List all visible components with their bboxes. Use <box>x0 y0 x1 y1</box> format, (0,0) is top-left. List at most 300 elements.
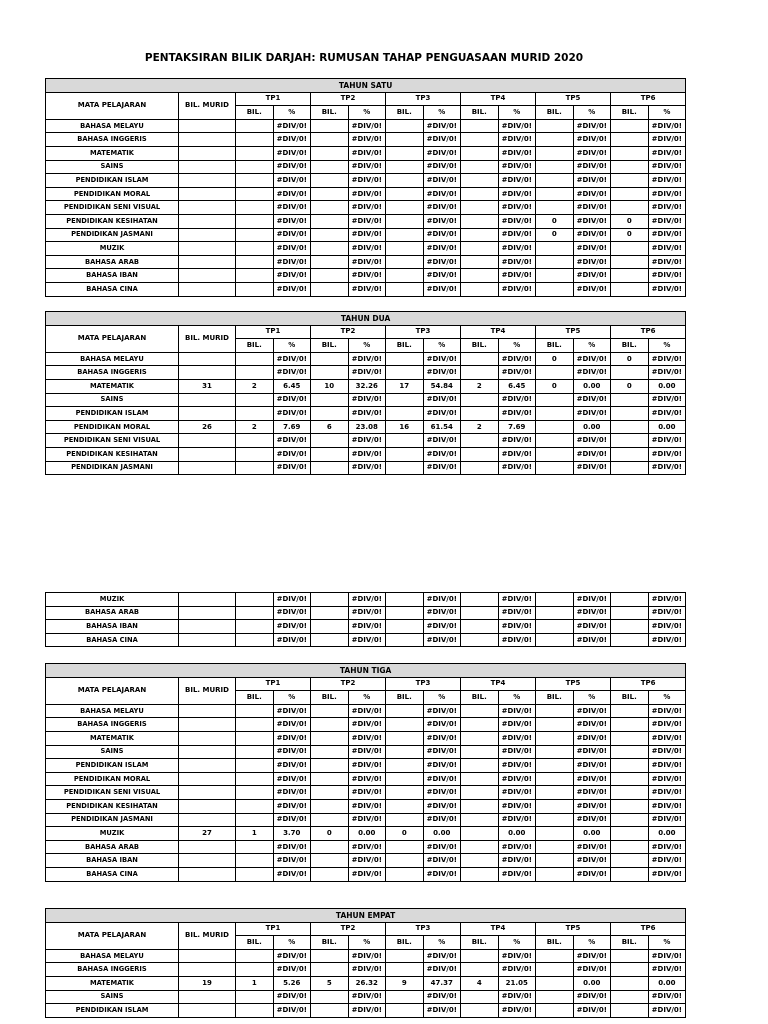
percent-cell: #DIV/0! <box>498 228 536 242</box>
bil-cell <box>311 214 349 228</box>
percent-cell: #DIV/0! <box>273 718 311 732</box>
percent-cell: #DIV/0! <box>498 269 536 283</box>
bil-cell <box>536 420 574 434</box>
bil-cell <box>236 434 274 448</box>
percent-cell: #DIV/0! <box>648 772 686 786</box>
table-row <box>46 976 686 990</box>
percent-cell: #DIV/0! <box>348 407 386 421</box>
tp-header: TP5 <box>536 677 611 691</box>
percent-cell: #DIV/0! <box>423 447 461 461</box>
bil-cell <box>386 745 424 759</box>
bil-cell <box>386 799 424 813</box>
bil-cell <box>236 393 274 407</box>
bil-cell <box>461 963 499 977</box>
percent-cell: #DIV/0! <box>348 228 386 242</box>
percent-cell: #DIV/0! <box>573 447 611 461</box>
bil-cell <box>236 1004 274 1018</box>
percent-cell: #DIV/0! <box>573 242 611 256</box>
bil-header: BIL. <box>461 691 499 705</box>
percent-cell: #DIV/0! <box>648 718 686 732</box>
bil-cell <box>461 854 499 868</box>
percent-cell: #DIV/0! <box>348 772 386 786</box>
subject-cell: PENDIDIKAN JASMANI <box>46 813 179 827</box>
bil-cell <box>386 174 424 188</box>
bil-cell <box>536 461 574 475</box>
percent-cell: 0.00 <box>648 379 686 393</box>
pct-header: % <box>273 106 311 120</box>
bil-cell <box>461 593 499 607</box>
subject-cell: BAHASA CINA <box>46 282 179 296</box>
percent-cell: #DIV/0! <box>423 174 461 188</box>
tp-header: TP6 <box>611 922 686 936</box>
subject-cell: PENDIDIKAN MORAL <box>46 420 179 434</box>
percent-cell: 21.05 <box>498 976 536 990</box>
percent-cell: #DIV/0! <box>273 461 311 475</box>
bil-cell <box>461 772 499 786</box>
murid-header: BIL. MURID <box>179 922 236 949</box>
table-row <box>46 731 686 745</box>
bil-cell: 0 <box>536 214 574 228</box>
subject-cell: PENDIDIKAN ISLAM <box>46 1004 179 1018</box>
percent-cell: #DIV/0! <box>498 718 536 732</box>
percent-cell: #DIV/0! <box>273 119 311 133</box>
percent-cell: #DIV/0! <box>498 633 536 647</box>
bil-cell: 0 <box>536 352 574 366</box>
percent-cell: #DIV/0! <box>648 963 686 977</box>
pct-header: % <box>498 936 536 950</box>
bil-cell <box>236 187 274 201</box>
bil-cell <box>536 133 574 147</box>
percent-cell: #DIV/0! <box>498 255 536 269</box>
bil-cell <box>386 393 424 407</box>
bil-cell <box>236 174 274 188</box>
percent-cell: #DIV/0! <box>348 799 386 813</box>
bil-cell <box>611 840 649 854</box>
percent-cell: #DIV/0! <box>273 214 311 228</box>
percent-cell: #DIV/0! <box>648 813 686 827</box>
bil-cell <box>536 786 574 800</box>
murid-cell <box>179 228 236 242</box>
subject-cell: BAHASA ARAB <box>46 606 179 620</box>
subject-cell: BAHASA ARAB <box>46 840 179 854</box>
bil-cell <box>461 633 499 647</box>
percent-cell: #DIV/0! <box>498 867 536 881</box>
bil-cell <box>611 593 649 607</box>
bil-cell <box>236 745 274 759</box>
bil-header: BIL. <box>611 339 649 353</box>
bil-cell <box>461 813 499 827</box>
bil-cell <box>311 269 349 283</box>
murid-header: BIL. MURID <box>179 325 236 352</box>
bil-cell <box>536 146 574 160</box>
percent-cell: #DIV/0! <box>648 201 686 215</box>
murid-cell <box>179 160 236 174</box>
bil-header: BIL. <box>386 106 424 120</box>
bil-cell <box>536 840 574 854</box>
tp-header: TP3 <box>386 922 461 936</box>
percent-cell: #DIV/0! <box>348 201 386 215</box>
bil-cell <box>611 976 649 990</box>
bil-cell <box>611 255 649 269</box>
bil-cell <box>236 854 274 868</box>
bil-cell <box>611 1004 649 1018</box>
tp-header: TP3 <box>386 92 461 106</box>
percent-cell: #DIV/0! <box>348 840 386 854</box>
bil-cell <box>311 255 349 269</box>
bil-cell <box>536 434 574 448</box>
bil-cell <box>611 813 649 827</box>
bil-cell <box>536 827 574 841</box>
tp-header: TP5 <box>536 325 611 339</box>
table-row <box>46 146 686 160</box>
percent-cell: #DIV/0! <box>273 174 311 188</box>
percent-cell: #DIV/0! <box>423 731 461 745</box>
percent-cell: #DIV/0! <box>573 366 611 380</box>
percent-cell: #DIV/0! <box>648 174 686 188</box>
pct-header: % <box>648 691 686 705</box>
percent-cell: #DIV/0! <box>273 366 311 380</box>
table-row <box>46 393 686 407</box>
bil-cell <box>536 731 574 745</box>
murid-cell <box>179 813 236 827</box>
percent-cell: #DIV/0! <box>573 745 611 759</box>
subject-cell: SAINS <box>46 990 179 1004</box>
percent-cell: #DIV/0! <box>423 963 461 977</box>
bil-cell <box>386 854 424 868</box>
subject-header: MATA PELAJARAN <box>46 325 179 352</box>
bil-cell <box>311 813 349 827</box>
murid-cell <box>179 633 236 647</box>
percent-cell: 0.00 <box>648 827 686 841</box>
percent-cell: #DIV/0! <box>498 593 536 607</box>
percent-cell: #DIV/0! <box>648 949 686 963</box>
bil-cell <box>611 827 649 841</box>
bil-cell: 2 <box>236 379 274 393</box>
table-row <box>46 228 686 242</box>
bil-cell <box>236 772 274 786</box>
percent-cell: #DIV/0! <box>348 745 386 759</box>
percent-cell: #DIV/0! <box>498 1004 536 1018</box>
bil-cell: 0 <box>611 352 649 366</box>
percent-cell: #DIV/0! <box>423 1004 461 1018</box>
percent-cell: 0.00 <box>348 827 386 841</box>
percent-cell: #DIV/0! <box>348 813 386 827</box>
percent-cell: #DIV/0! <box>423 407 461 421</box>
bil-cell <box>386 187 424 201</box>
bil-cell <box>536 963 574 977</box>
bil-cell <box>461 214 499 228</box>
table-row <box>46 620 686 634</box>
bil-cell <box>536 759 574 773</box>
bil-cell: 9 <box>386 976 424 990</box>
bil-cell <box>386 352 424 366</box>
bil-cell <box>386 1004 424 1018</box>
percent-cell: #DIV/0! <box>348 242 386 256</box>
percent-cell: #DIV/0! <box>423 620 461 634</box>
subject-cell: BAHASA IBAN <box>46 269 179 283</box>
subject-cell: BAHASA INGGERIS <box>46 718 179 732</box>
bil-cell <box>536 393 574 407</box>
bil-cell <box>461 704 499 718</box>
header-row <box>46 922 686 936</box>
bil-cell <box>611 160 649 174</box>
tp-header: TP4 <box>461 677 536 691</box>
percent-cell: #DIV/0! <box>423 242 461 256</box>
bil-cell <box>236 352 274 366</box>
subject-cell: BAHASA ARAB <box>46 255 179 269</box>
bil-cell <box>611 854 649 868</box>
percent-cell: #DIV/0! <box>648 867 686 881</box>
murid-cell <box>179 174 236 188</box>
bil-cell <box>536 976 574 990</box>
percent-cell: #DIV/0! <box>648 854 686 868</box>
bil-cell <box>236 963 274 977</box>
table-row <box>46 379 686 393</box>
percent-cell: #DIV/0! <box>498 949 536 963</box>
tp-header: TP2 <box>311 325 386 339</box>
murid-cell <box>179 214 236 228</box>
bil-cell: 0 <box>386 827 424 841</box>
bil-cell <box>386 786 424 800</box>
murid-cell <box>179 434 236 448</box>
bil-cell <box>236 606 274 620</box>
bil-cell <box>536 366 574 380</box>
percent-cell: #DIV/0! <box>348 269 386 283</box>
percent-cell: #DIV/0! <box>423 718 461 732</box>
percent-cell: 0.00 <box>648 976 686 990</box>
bil-header: BIL. <box>236 936 274 950</box>
subject-cell: PENDIDIKAN JASMANI <box>46 461 179 475</box>
bil-cell <box>236 146 274 160</box>
percent-cell: #DIV/0! <box>648 228 686 242</box>
percent-cell: #DIV/0! <box>573 813 611 827</box>
percent-cell: #DIV/0! <box>273 242 311 256</box>
percent-cell: #DIV/0! <box>273 393 311 407</box>
table-row <box>46 461 686 475</box>
bil-cell <box>386 813 424 827</box>
murid-cell <box>179 593 236 607</box>
bil-cell <box>311 407 349 421</box>
bil-cell <box>611 420 649 434</box>
percent-cell: #DIV/0! <box>348 1004 386 1018</box>
bil-cell <box>311 786 349 800</box>
table-row <box>46 867 686 881</box>
bil-header: BIL. <box>611 106 649 120</box>
pct-header: % <box>573 339 611 353</box>
bil-cell <box>386 228 424 242</box>
percent-cell: #DIV/0! <box>423 759 461 773</box>
percent-cell: #DIV/0! <box>648 242 686 256</box>
bil-cell <box>461 434 499 448</box>
percent-cell: #DIV/0! <box>498 119 536 133</box>
percent-cell: #DIV/0! <box>573 606 611 620</box>
bil-cell <box>386 963 424 977</box>
bil-cell <box>536 119 574 133</box>
bil-cell <box>611 963 649 977</box>
table-row <box>46 420 686 434</box>
table-row <box>46 187 686 201</box>
subject-cell: PENDIDIKAN SENI VISUAL <box>46 786 179 800</box>
percent-cell: #DIV/0! <box>348 461 386 475</box>
percent-cell: 6.45 <box>498 379 536 393</box>
bil-cell <box>461 366 499 380</box>
subject-cell: PENDIDIKAN KESIHATAN <box>46 214 179 228</box>
percent-cell: 0.00 <box>573 379 611 393</box>
year-band-row <box>46 79 686 93</box>
percent-cell: 61.54 <box>423 420 461 434</box>
murid-cell <box>179 366 236 380</box>
bil-cell <box>611 393 649 407</box>
table-row <box>46 827 686 841</box>
murid-cell <box>179 146 236 160</box>
bil-cell <box>461 840 499 854</box>
bil-header: BIL. <box>311 936 349 950</box>
bil-cell <box>386 146 424 160</box>
percent-cell: #DIV/0! <box>273 840 311 854</box>
percent-cell: #DIV/0! <box>423 201 461 215</box>
percent-cell: #DIV/0! <box>273 1004 311 1018</box>
table-row <box>46 366 686 380</box>
murid-cell <box>179 242 236 256</box>
percent-cell: #DIV/0! <box>648 269 686 283</box>
percent-cell: #DIV/0! <box>423 133 461 147</box>
pct-header: % <box>573 691 611 705</box>
header-row <box>46 92 686 106</box>
murid-cell <box>179 352 236 366</box>
table-row <box>46 963 686 977</box>
percent-cell: #DIV/0! <box>498 146 536 160</box>
bil-header: BIL. <box>236 106 274 120</box>
bil-cell <box>236 366 274 380</box>
bil-cell <box>536 704 574 718</box>
table-row <box>46 772 686 786</box>
bil-cell <box>311 228 349 242</box>
murid-cell <box>179 772 236 786</box>
subject-cell: BAHASA IBAN <box>46 620 179 634</box>
bil-cell: 0 <box>611 228 649 242</box>
bil-cell <box>386 201 424 215</box>
pct-header: % <box>348 339 386 353</box>
percent-cell: #DIV/0! <box>648 160 686 174</box>
pct-header: % <box>498 691 536 705</box>
bil-cell <box>536 407 574 421</box>
percent-cell: #DIV/0! <box>348 352 386 366</box>
pct-header: % <box>423 339 461 353</box>
bil-cell <box>461 745 499 759</box>
bil-cell <box>611 119 649 133</box>
bil-header: BIL. <box>536 339 574 353</box>
subject-cell: MATEMATIK <box>46 379 179 393</box>
subject-cell: BAHASA MELAYU <box>46 949 179 963</box>
subject-cell: PENDIDIKAN ISLAM <box>46 407 179 421</box>
murid-cell <box>179 786 236 800</box>
table-row <box>46 242 686 256</box>
murid-cell <box>179 255 236 269</box>
table-row <box>46 606 686 620</box>
percent-cell: #DIV/0! <box>273 799 311 813</box>
bil-header: BIL. <box>386 339 424 353</box>
subject-cell: PENDIDIKAN JASMANI <box>46 228 179 242</box>
percent-cell: #DIV/0! <box>498 813 536 827</box>
percent-cell: #DIV/0! <box>573 282 611 296</box>
percent-cell: #DIV/0! <box>573 461 611 475</box>
percent-cell: #DIV/0! <box>348 146 386 160</box>
subject-cell: PENDIDIKAN SENI VISUAL <box>46 201 179 215</box>
percent-cell: 54.84 <box>423 379 461 393</box>
bil-cell <box>311 146 349 160</box>
bil-cell <box>311 366 349 380</box>
percent-cell: #DIV/0! <box>273 759 311 773</box>
bil-cell <box>311 759 349 773</box>
subject-cell: BAHASA INGGERIS <box>46 963 179 977</box>
percent-cell: #DIV/0! <box>573 759 611 773</box>
percent-cell: #DIV/0! <box>648 255 686 269</box>
summary-table <box>45 78 686 297</box>
bil-cell <box>386 840 424 854</box>
bil-cell <box>311 393 349 407</box>
pct-header: % <box>348 936 386 950</box>
bil-cell <box>536 269 574 283</box>
percent-cell: 47.37 <box>423 976 461 990</box>
murid-cell <box>179 447 236 461</box>
pct-header: % <box>273 339 311 353</box>
bil-cell <box>611 269 649 283</box>
percent-cell: #DIV/0! <box>423 606 461 620</box>
percent-cell: #DIV/0! <box>573 407 611 421</box>
percent-cell: #DIV/0! <box>648 393 686 407</box>
bil-cell <box>236 461 274 475</box>
subject-cell: SAINS <box>46 393 179 407</box>
subject-cell: BAHASA MELAYU <box>46 704 179 718</box>
bil-cell <box>236 447 274 461</box>
bil-cell <box>311 461 349 475</box>
bil-cell <box>386 867 424 881</box>
bil-cell: 0 <box>311 827 349 841</box>
percent-cell: #DIV/0! <box>273 772 311 786</box>
percent-cell: #DIV/0! <box>423 854 461 868</box>
murid-header: BIL. MURID <box>179 677 236 704</box>
bil-cell <box>461 1004 499 1018</box>
pct-header: % <box>648 106 686 120</box>
percent-cell: #DIV/0! <box>498 160 536 174</box>
table-row <box>46 840 686 854</box>
percent-cell: #DIV/0! <box>273 201 311 215</box>
percent-cell: #DIV/0! <box>273 990 311 1004</box>
percent-cell: #DIV/0! <box>498 133 536 147</box>
percent-cell: #DIV/0! <box>648 840 686 854</box>
summary-table <box>45 592 686 647</box>
table-row <box>46 949 686 963</box>
percent-cell: #DIV/0! <box>573 718 611 732</box>
percent-cell: 0.00 <box>648 420 686 434</box>
bil-cell <box>236 813 274 827</box>
percent-cell: #DIV/0! <box>573 1004 611 1018</box>
percent-cell: #DIV/0! <box>648 1004 686 1018</box>
percent-cell: #DIV/0! <box>498 282 536 296</box>
bil-cell <box>386 282 424 296</box>
murid-cell <box>179 393 236 407</box>
murid-cell <box>179 461 236 475</box>
percent-cell: #DIV/0! <box>348 718 386 732</box>
percent-cell: #DIV/0! <box>498 620 536 634</box>
bil-cell: 6 <box>311 420 349 434</box>
bil-cell <box>311 352 349 366</box>
percent-cell: #DIV/0! <box>348 255 386 269</box>
percent-cell: #DIV/0! <box>573 840 611 854</box>
murid-cell: 31 <box>179 379 236 393</box>
percent-cell: #DIV/0! <box>348 160 386 174</box>
bil-cell <box>311 1004 349 1018</box>
